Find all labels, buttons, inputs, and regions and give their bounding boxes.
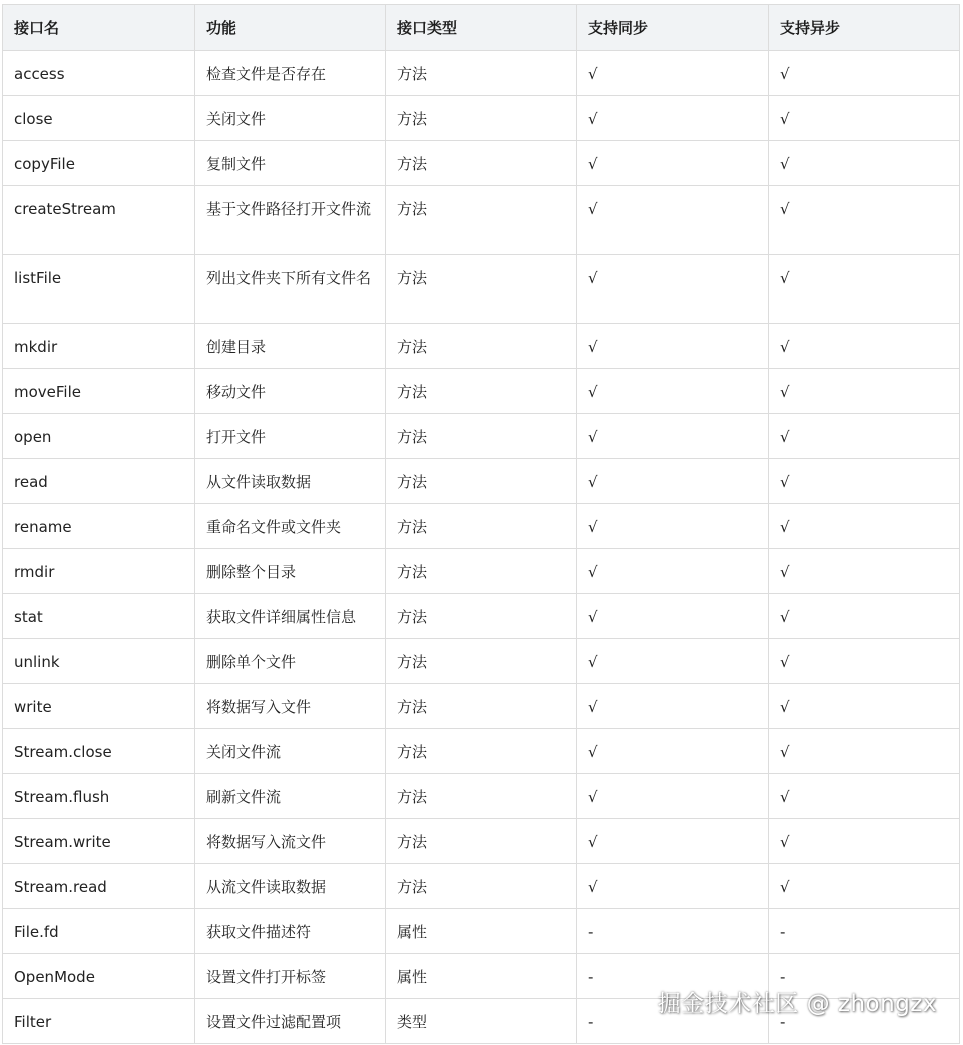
cell-interface-type: 方法 <box>386 186 577 255</box>
cell-interface-name: listFile <box>3 255 195 324</box>
cell-interface-name: rmdir <box>3 549 195 594</box>
cell-function: 创建目录 <box>195 324 386 369</box>
cell-sync-support: √ <box>577 819 769 864</box>
cell-interface-name: rename <box>3 504 195 549</box>
cell-sync-support: √ <box>577 324 769 369</box>
cell-sync-support: - <box>577 954 769 999</box>
table-row <box>3 255 960 324</box>
cell-function: 从文件读取数据 <box>195 459 386 504</box>
cell-function: 关闭文件 <box>195 96 386 141</box>
cell-function: 复制文件 <box>195 141 386 186</box>
cell-sync-support: √ <box>577 459 769 504</box>
cell-sync-support: √ <box>577 684 769 729</box>
table-row <box>3 684 960 729</box>
cell-interface-name: File.fd <box>3 909 195 954</box>
table-row <box>3 141 960 186</box>
cell-interface-name: read <box>3 459 195 504</box>
cell-interface-type: 方法 <box>386 819 577 864</box>
cell-sync-support: √ <box>577 141 769 186</box>
cell-function: 打开文件 <box>195 414 386 459</box>
cell-interface-name: stat <box>3 594 195 639</box>
cell-async-support: - <box>769 909 960 954</box>
api-table <box>2 4 960 1044</box>
table-row <box>3 729 960 774</box>
cell-sync-support: √ <box>577 594 769 639</box>
cell-function: 获取文件详细属性信息 <box>195 594 386 639</box>
cell-interface-type: 方法 <box>386 324 577 369</box>
cell-interface-type: 方法 <box>386 504 577 549</box>
cell-interface-type: 方法 <box>386 255 577 324</box>
table-row <box>3 186 960 255</box>
cell-function: 删除单个文件 <box>195 639 386 684</box>
cell-interface-name: Stream.write <box>3 819 195 864</box>
cell-interface-name: OpenMode <box>3 954 195 999</box>
cell-interface-type: 方法 <box>386 549 577 594</box>
cell-interface-name: Stream.flush <box>3 774 195 819</box>
cell-interface-name: access <box>3 51 195 96</box>
cell-interface-type: 方法 <box>386 96 577 141</box>
cell-interface-type: 方法 <box>386 414 577 459</box>
cell-interface-name: Filter <box>3 999 195 1044</box>
cell-interface-type: 方法 <box>386 684 577 729</box>
table-row <box>3 549 960 594</box>
cell-async-support: √ <box>769 819 960 864</box>
cell-sync-support: √ <box>577 864 769 909</box>
cell-async-support: √ <box>769 369 960 414</box>
cell-function: 列出文件夹下所有文件名 <box>195 255 386 324</box>
cell-sync-support: - <box>577 909 769 954</box>
cell-function: 检查文件是否存在 <box>195 51 386 96</box>
cell-interface-name: close <box>3 96 195 141</box>
cell-sync-support: √ <box>577 729 769 774</box>
cell-interface-name: write <box>3 684 195 729</box>
table-row <box>3 594 960 639</box>
cell-async-support: √ <box>769 684 960 729</box>
cell-async-support: √ <box>769 414 960 459</box>
cell-sync-support: √ <box>577 774 769 819</box>
header-function: 功能 <box>195 5 386 51</box>
table-row <box>3 504 960 549</box>
table-row <box>3 459 960 504</box>
cell-sync-support: √ <box>577 504 769 549</box>
cell-function: 设置文件过滤配置项 <box>195 999 386 1044</box>
cell-interface-type: 方法 <box>386 729 577 774</box>
cell-async-support: √ <box>769 594 960 639</box>
cell-sync-support: - <box>577 999 769 1044</box>
cell-async-support: √ <box>769 141 960 186</box>
cell-interface-type: 方法 <box>386 51 577 96</box>
table-row <box>3 639 960 684</box>
cell-interface-type: 方法 <box>386 369 577 414</box>
cell-interface-type: 方法 <box>386 594 577 639</box>
cell-sync-support: √ <box>577 369 769 414</box>
cell-async-support: √ <box>769 774 960 819</box>
table-header-row <box>3 5 960 51</box>
table-row <box>3 864 960 909</box>
cell-interface-name: unlink <box>3 639 195 684</box>
header-async-support: 支持异步 <box>769 5 960 51</box>
cell-interface-name: open <box>3 414 195 459</box>
cell-function: 设置文件打开标签 <box>195 954 386 999</box>
cell-sync-support: √ <box>577 549 769 594</box>
cell-interface-type: 方法 <box>386 864 577 909</box>
cell-async-support: √ <box>769 51 960 96</box>
cell-async-support: √ <box>769 864 960 909</box>
cell-async-support: √ <box>769 459 960 504</box>
cell-async-support: √ <box>769 324 960 369</box>
table-row <box>3 414 960 459</box>
cell-interface-type: 方法 <box>386 459 577 504</box>
cell-async-support: √ <box>769 639 960 684</box>
cell-function: 获取文件描述符 <box>195 909 386 954</box>
table-row <box>3 369 960 414</box>
header-interface-name: 接口名 <box>3 5 195 51</box>
table-row <box>3 51 960 96</box>
header-sync-support: 支持同步 <box>577 5 769 51</box>
cell-async-support: √ <box>769 96 960 141</box>
cell-function: 移动文件 <box>195 369 386 414</box>
cell-interface-name: copyFile <box>3 141 195 186</box>
cell-sync-support: √ <box>577 96 769 141</box>
watermark: 掘金技术社区 @ zhongzx <box>657 991 937 1017</box>
cell-async-support: - <box>769 954 960 999</box>
cell-function: 删除整个目录 <box>195 549 386 594</box>
table-row <box>3 909 960 954</box>
cell-interface-name: Stream.close <box>3 729 195 774</box>
cell-function: 重命名文件或文件夹 <box>195 504 386 549</box>
cell-interface-name: Stream.read <box>3 864 195 909</box>
cell-sync-support: √ <box>577 186 769 255</box>
table-row <box>3 774 960 819</box>
table-row <box>3 96 960 141</box>
table-row <box>3 819 960 864</box>
cell-sync-support: √ <box>577 414 769 459</box>
cell-interface-type: 方法 <box>386 774 577 819</box>
cell-interface-name: moveFile <box>3 369 195 414</box>
cell-async-support: √ <box>769 504 960 549</box>
cell-function: 基于文件路径打开文件流 <box>195 186 386 255</box>
cell-function: 刷新文件流 <box>195 774 386 819</box>
cell-sync-support: √ <box>577 51 769 96</box>
cell-function: 将数据写入流文件 <box>195 819 386 864</box>
cell-interface-name: mkdir <box>3 324 195 369</box>
cell-async-support: √ <box>769 549 960 594</box>
cell-async-support: √ <box>769 255 960 324</box>
cell-interface-type: 方法 <box>386 639 577 684</box>
cell-async-support: √ <box>769 729 960 774</box>
header-interface-type: 接口类型 <box>386 5 577 51</box>
cell-interface-type: 属性 <box>386 909 577 954</box>
cell-interface-type: 属性 <box>386 954 577 999</box>
cell-function: 从流文件读取数据 <box>195 864 386 909</box>
cell-sync-support: √ <box>577 255 769 324</box>
table-row <box>3 324 960 369</box>
cell-function: 将数据写入文件 <box>195 684 386 729</box>
cell-interface-name: createStream <box>3 186 195 255</box>
cell-async-support: - <box>769 999 960 1044</box>
cell-async-support: √ <box>769 186 960 255</box>
cell-interface-type: 类型 <box>386 999 577 1044</box>
cell-interface-type: 方法 <box>386 141 577 186</box>
cell-sync-support: √ <box>577 639 769 684</box>
cell-function: 关闭文件流 <box>195 729 386 774</box>
